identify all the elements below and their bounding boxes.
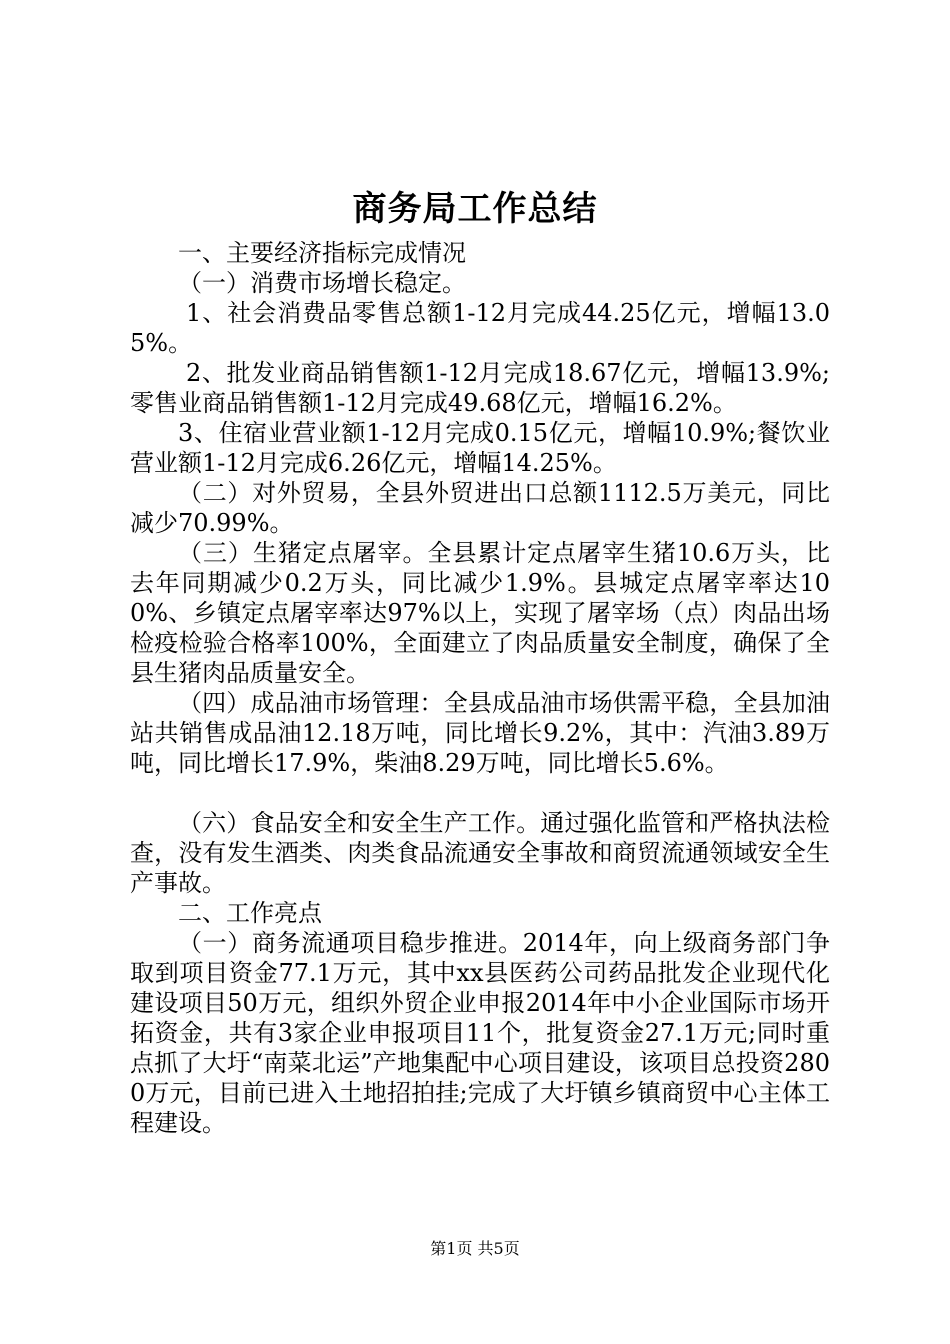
document-body (130, 238, 830, 1138)
paragraph-foreign-trade: （二）对外贸易，全县外贸进出口总额1112.5万美元，同比减少70.99%。 (130, 479, 830, 537)
page-footer: 第1页 共5页 (430, 1239, 520, 1258)
blank-line (130, 778, 830, 808)
section-heading-2: 二、工作亮点 (178, 899, 322, 927)
subsection-heading-consumer-market: （一）消费市场增长稳定。 (178, 269, 466, 297)
paragraph-wholesale-sales: 2、批发业商品销售额1-12月完成18.67亿元，增幅13.9%;零售业商品销售额1-12月完成49.68亿元，增幅16.2%。 (130, 359, 830, 417)
paragraph-oil-market: （四）成品油市场管理：全县成品油市场供需平稳，全县加油站共销售成品油12.18万吨，同比增长9.2%，其中：汽油3.89万吨，同比增长17.9%，柴油8.29万吨，同比增长5.6%。 (130, 689, 830, 777)
paragraph-food-safety: （六）食品安全和安全生产工作。通过强化监管和严格执法检查，没有发生酒类、肉类食品流通安全事故和商贸流通领域安全生产事故。 (130, 809, 830, 897)
document-title: 商务局工作总结 (352, 189, 598, 229)
paragraph-projects: （一）商务流通项目稳步推进。2014年，向上级商务部门争取到项目资金77.1万元，其中xx县医药公司药品批发企业现代化建设项目50万元，组织外贸企业申报2014年中小企业国际市场开拓资金，共有3家企业申报项目11个，批复资金27.1万元;同时重点抓了大圩“南菜北运”产地集配中心项目建设，该项目总投资2800万元，目前已进入土地招拍挂;完成了大圩镇乡镇商贸中心主体工程建设。 (130, 929, 830, 1137)
paragraph-pig-slaughter: （三）生猪定点屠宰。全县累计定点屠宰生猪10.6万头，比去年同期减少0.2万头，同比减少1.9%。县城定点屠宰率达100%、乡镇定点屠宰率达97%以上，实现了屠宰场（点）肉品出场检疫检验合格率100%，全面建立了肉品质量安全制度，确保了全县生猪肉品质量安全。 (130, 539, 830, 687)
paragraph-accommodation-catering: 3、住宿业营业额1-12月完成0.15亿元，增幅10.9%;餐饮业营业额1-12月完成6.26亿元，增幅14.25%。 (130, 419, 830, 477)
paragraph-retail-sales: 1、社会消费品零售总额1-12月完成44.25亿元，增幅13.05%。 (130, 299, 830, 357)
section-heading-1: 一、主要经济指标完成情况 (178, 239, 466, 267)
